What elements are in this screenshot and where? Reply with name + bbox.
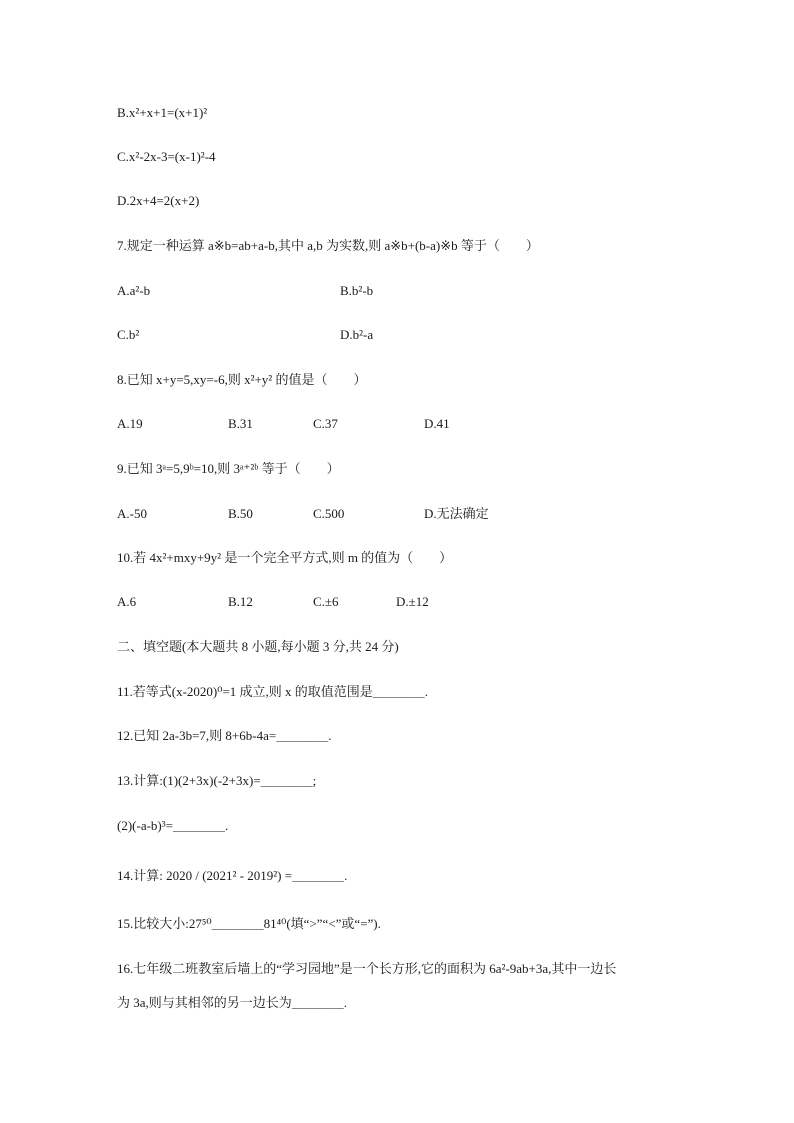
question-16-line-2: 为 3a,则与其相邻的另一边长为＿＿＿＿.: [117, 995, 348, 1010]
question-14: 14.计算: 2020 / (2021² - 2019²) =＿＿＿＿.: [117, 868, 348, 883]
question-13-part-2: (2)(-a-b)³=＿＿＿＿.: [117, 818, 229, 833]
q8-option-d: D.41: [424, 416, 450, 431]
q10-option-c: C.±6: [313, 594, 339, 609]
q9-option-d: D.无法确定: [424, 506, 489, 521]
question-10-stem: 10.若 4x²+mxy+9y² 是一个完全平方式,则 m 的值为（ ）: [117, 550, 453, 565]
q9-option-c: C.500: [313, 506, 345, 521]
q8-option-a: A.19: [117, 416, 143, 431]
question-13-part-1: 13.计算:(1)(2+3x)(-2+3x)=＿＿＿＿;: [117, 773, 317, 788]
section-2-heading: 二、填空题(本大题共 8 小题,每小题 3 分,共 24 分): [117, 639, 399, 654]
q7-option-c: C.b²: [117, 327, 140, 342]
q8-option-b: B.31: [228, 416, 253, 431]
question-7-stem: 7.规定一种运算 a※b=ab+a-b,其中 a,b 为实数,则 a※b+(b-a)※b 等于（ ）: [117, 238, 539, 253]
question-9-stem: 9.已知 3ᵃ=5,9ᵇ=10,则 3ᵃ⁺²ᵇ 等于（ ）: [117, 461, 340, 476]
q9-option-b: B.50: [228, 506, 253, 521]
question-8-stem: 8.已知 x+y=5,xy=-6,则 x²+y² 的值是（ ）: [117, 372, 367, 387]
question-16-line-1: 16.七年级二班教室后墙上的“学习园地”是一个长方形,它的面积为 6a²-9ab+3a,其中一边长: [117, 961, 617, 976]
q10-option-b: B.12: [228, 594, 253, 609]
q10-option-a: A.6: [117, 594, 137, 609]
q10-option-d: D.±12: [396, 594, 429, 609]
option-d-prev: D.2x+4=2(x+2): [117, 193, 200, 208]
q7-option-a: A.a²-b: [117, 283, 151, 298]
option-c-prev: C.x²-2x-3=(x-1)²-4: [117, 149, 216, 164]
question-15: 15.比较大小:27⁵⁰＿＿＿＿81⁴⁰(填“>”“<”或“=”).: [117, 916, 381, 931]
question-12: 12.已知 2a-3b=7,则 8+6b-4a=＿＿＿＿.: [117, 728, 332, 743]
question-11: 11.若等式(x-2020)⁰=1 成立,则 x 的取值范围是＿＿＿＿.: [117, 684, 429, 699]
option-b-prev: B.x²+x+1=(x+1)²: [117, 105, 208, 120]
q9-option-a: A.-50: [117, 506, 147, 521]
q8-option-c: C.37: [313, 416, 338, 431]
q7-option-d: D.b²-a: [340, 327, 374, 342]
q7-option-b: B.b²-b: [340, 283, 374, 298]
